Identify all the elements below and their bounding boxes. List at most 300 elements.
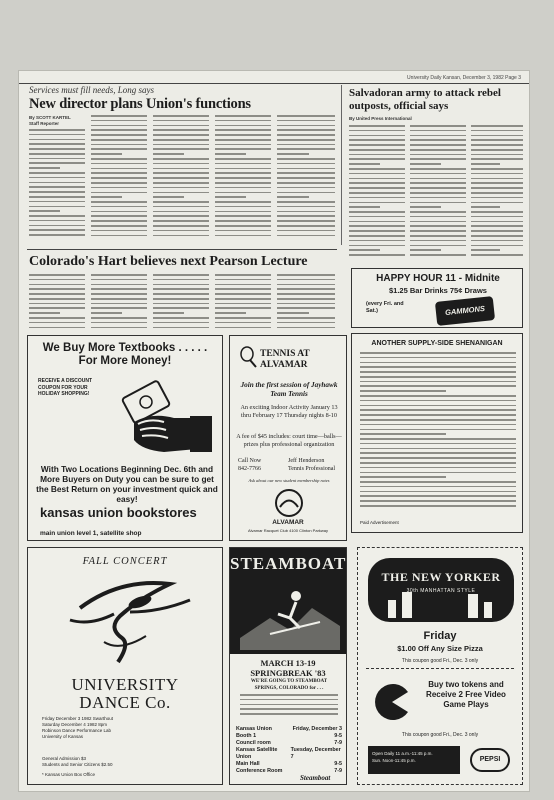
text-line	[277, 235, 335, 237]
meeting-time: 7-9	[334, 740, 342, 746]
text-line	[91, 235, 147, 237]
text-line	[29, 196, 85, 198]
text-line	[215, 163, 271, 165]
text-line	[215, 284, 271, 286]
text-line	[360, 362, 516, 364]
text-line	[471, 240, 523, 242]
text-line	[360, 419, 516, 421]
text-line	[471, 178, 523, 180]
text-line	[277, 284, 335, 286]
text-line	[215, 201, 271, 203]
meeting-place: Kansas Satellite Union	[236, 747, 278, 760]
text-line	[215, 307, 271, 309]
text-line	[215, 115, 271, 117]
meeting-time: Tuesday, December 7	[290, 747, 341, 760]
happy-hour-line1: HAPPY HOUR 11 - Midnite	[376, 273, 500, 284]
union-bookstores-ad	[27, 335, 223, 541]
text-line	[410, 154, 466, 156]
concert-brand: UNIVERSITY DANCE Co.	[71, 675, 179, 712]
text-line	[29, 139, 85, 141]
text-line	[153, 187, 209, 189]
text-line	[277, 196, 309, 198]
story1-byline: By SCOTT KARTEL Staff Reporter	[29, 115, 71, 126]
meeting-row	[236, 733, 342, 740]
text-line	[410, 135, 466, 137]
text-line	[91, 274, 147, 276]
text-line	[360, 409, 516, 411]
text-line	[91, 317, 147, 319]
text-line	[349, 254, 405, 256]
text-line	[91, 303, 147, 305]
tennis-ad-pro-name: Jeff Henderson	[288, 458, 325, 464]
text-line	[277, 120, 335, 122]
text-line	[153, 279, 209, 281]
text-line	[410, 249, 441, 251]
text-line	[153, 115, 209, 117]
text-line	[410, 125, 466, 127]
text-line	[410, 235, 466, 237]
text-line	[29, 298, 85, 300]
text-line	[410, 245, 466, 247]
text-line	[360, 371, 516, 373]
new-yorker-coupon2: This coupon good Fri., Dec. 3 only	[401, 732, 479, 738]
text-line	[471, 249, 500, 251]
story1-col-2	[91, 115, 147, 244]
text-line	[277, 288, 335, 290]
text-line	[215, 182, 271, 184]
text-line	[277, 327, 335, 329]
text-line	[471, 139, 523, 141]
meeting-place: Booth 1	[236, 733, 257, 739]
union-ad-locations: With Two Locations Beginning Dec. 6th and More Buyers on Duty you can be sure to get the Best Return on your investment quick and easy!	[36, 464, 218, 504]
text-line	[29, 288, 85, 290]
text-line	[471, 235, 523, 237]
text-line	[277, 144, 335, 146]
text-line	[471, 158, 523, 160]
skier-illustration	[240, 578, 340, 650]
supply-side-shenanigan-ad	[351, 333, 523, 533]
steamboat-ad	[229, 547, 347, 785]
text-line	[410, 197, 466, 199]
text-line	[153, 144, 209, 146]
text-line	[349, 216, 405, 218]
steamboat-tagline: WE'RE GOING TO STEAMBOAT SPRINGS, COLORADO for . . .	[250, 679, 328, 691]
text-line	[410, 230, 466, 232]
text-line	[349, 178, 405, 180]
text-line	[277, 211, 335, 213]
story2-col-4	[215, 274, 271, 332]
text-line	[215, 225, 271, 227]
text-line	[91, 134, 147, 136]
text-line	[91, 144, 147, 146]
running-head: University Daily Kansan, December 3, 1982 Page 3	[407, 75, 521, 81]
text-line	[91, 215, 147, 217]
text-line	[360, 486, 516, 488]
text-line	[29, 210, 60, 212]
text-line	[215, 279, 271, 281]
text-line	[153, 129, 209, 131]
text-line	[153, 225, 209, 227]
text-line	[29, 177, 85, 179]
text-line	[349, 197, 405, 199]
text-line	[277, 125, 335, 127]
text-line	[29, 215, 85, 217]
text-line	[91, 187, 147, 189]
text-line	[349, 211, 405, 213]
story3-byline: By United Press International	[349, 116, 412, 121]
text-line	[215, 312, 246, 314]
tennis-ad-details: An exciting Indoor Activity January 13 thru February 17 Thursday nights 8-10	[240, 404, 338, 419]
steamboat-title: STEAMBOAT	[230, 554, 347, 573]
text-line	[349, 206, 380, 208]
text-line	[215, 153, 246, 155]
text-line	[360, 476, 446, 478]
meeting-row	[236, 747, 342, 761]
text-line	[277, 322, 335, 324]
text-line	[349, 168, 405, 170]
text-line	[29, 274, 85, 276]
text-line	[153, 312, 184, 314]
text-line	[410, 149, 466, 151]
text-line	[277, 225, 335, 227]
story1-col-1	[29, 129, 85, 244]
text-line	[240, 694, 338, 696]
text-line	[29, 220, 85, 222]
new-yorker-day: Friday	[423, 630, 457, 642]
story3-col-1	[349, 125, 405, 261]
text-line	[29, 307, 85, 309]
union-ad-coupon: RECEIVE A DISCOUNT COUPON FOR YOUR HOLIDAY SHOPPING!	[38, 378, 93, 397]
concert-title: FALL CONCERT	[82, 556, 168, 567]
text-line	[91, 293, 147, 295]
text-line	[29, 279, 85, 281]
text-line	[349, 130, 405, 132]
text-line	[349, 192, 405, 194]
shenanigan-body-text	[360, 352, 516, 512]
text-line	[410, 168, 466, 170]
text-line	[349, 135, 405, 137]
text-line	[29, 293, 85, 295]
text-line	[277, 187, 335, 189]
meeting-row	[236, 740, 342, 747]
text-line	[410, 216, 466, 218]
text-line	[471, 182, 523, 184]
text-line	[91, 230, 147, 232]
text-line	[471, 245, 523, 247]
text-line	[471, 125, 523, 127]
text-line	[471, 173, 523, 175]
text-line	[215, 317, 271, 319]
text-line	[153, 177, 209, 179]
text-line	[410, 225, 466, 227]
text-line	[471, 206, 500, 208]
text-line	[153, 307, 209, 309]
text-line	[277, 153, 309, 155]
tennis-alvamar-ad	[229, 335, 347, 541]
story3-col-2	[410, 125, 466, 261]
meeting-place: Council room	[236, 740, 271, 746]
shenanigan-headline: ANOTHER SUPPLY-SIDE SHENANIGAN	[371, 340, 503, 347]
text-line	[360, 443, 516, 445]
text-line	[410, 206, 441, 208]
text-line	[277, 307, 335, 309]
text-line	[215, 220, 271, 222]
text-line	[471, 135, 523, 137]
text-line	[349, 149, 405, 151]
text-line	[277, 215, 335, 217]
text-line	[153, 120, 209, 122]
top-rule	[19, 83, 529, 84]
text-line	[277, 206, 335, 208]
text-line	[91, 201, 147, 203]
new-yorker-deal: $1.00 Off Any Size Pizza	[397, 644, 483, 653]
alvamar-logo-icon	[272, 488, 306, 518]
text-line	[153, 220, 209, 222]
text-line	[349, 235, 405, 237]
pac-man-icon	[372, 682, 412, 722]
text-line	[277, 158, 335, 160]
text-line	[29, 317, 85, 319]
text-line	[277, 163, 335, 165]
text-line	[153, 163, 209, 165]
text-line	[153, 288, 209, 290]
text-line	[153, 201, 209, 203]
text-line	[153, 327, 209, 329]
text-line	[29, 129, 85, 131]
meeting-place: Main Hall	[236, 761, 260, 767]
text-line	[349, 182, 405, 184]
text-line	[360, 481, 516, 483]
text-line	[360, 381, 516, 383]
happy-hour-line3: (every Fri. and Sat.)	[366, 301, 404, 314]
text-line	[215, 134, 271, 136]
alvamar-logo-caption: Alvamar Racquet Club 4100 Clinton Parkway	[247, 528, 329, 533]
text-line	[91, 284, 147, 286]
text-line	[410, 173, 466, 175]
text-line	[29, 191, 85, 193]
text-line	[471, 202, 523, 204]
meeting-place: Conference Room	[236, 768, 283, 774]
text-line	[29, 167, 60, 169]
text-line	[360, 376, 516, 378]
happy-hour-line2: $1.25 Bar Drinks 75¢ Draws	[389, 286, 487, 295]
text-line	[277, 134, 335, 136]
text-line	[215, 230, 271, 232]
text-line	[153, 206, 209, 208]
text-line	[240, 704, 338, 706]
text-line	[91, 177, 147, 179]
text-line	[91, 182, 147, 184]
text-line	[360, 495, 516, 497]
union-ad-subline: main union level 1, satellite shop	[40, 530, 142, 537]
text-line	[215, 235, 271, 237]
story2-col-2	[91, 274, 147, 332]
steamboat-sponsor: Steamboat	[300, 774, 331, 782]
steamboat-body-text	[240, 694, 338, 722]
text-line	[360, 429, 516, 431]
text-line	[153, 303, 209, 305]
tennis-ad-fee: A fee of $45 includes: court time—balls—prizes plus professional organization	[236, 433, 342, 448]
text-line	[360, 385, 516, 387]
text-line	[153, 168, 209, 170]
text-line	[91, 322, 147, 324]
text-line	[91, 206, 147, 208]
text-line	[349, 125, 405, 127]
text-line	[91, 307, 147, 309]
text-line	[29, 148, 85, 150]
text-line	[277, 192, 335, 194]
dancer-illustration	[60, 572, 200, 672]
story1-kicker: Services must fill needs, Long says	[29, 85, 154, 95]
text-line	[277, 168, 335, 170]
text-line	[410, 211, 466, 213]
text-line	[471, 168, 523, 170]
meeting-row	[236, 761, 342, 768]
story2-col-1	[29, 274, 85, 332]
text-line	[153, 235, 209, 237]
text-line	[277, 172, 335, 174]
tennis-ad-phone: 842-7766	[238, 466, 261, 472]
story1-col-4	[215, 115, 271, 244]
text-line	[29, 327, 85, 329]
story3-headline: Salvadoran army to attack rebel outposts, official says	[349, 87, 501, 112]
text-line	[153, 148, 209, 150]
text-line	[91, 196, 122, 198]
concert-admission: General Admission $3 Students and Senior Citizens $2.50	[42, 756, 113, 767]
text-line	[215, 288, 271, 290]
text-line	[349, 187, 405, 189]
meeting-place: Kansas Union	[236, 726, 272, 732]
text-line	[153, 153, 184, 155]
text-line	[91, 129, 147, 131]
text-line	[153, 322, 209, 324]
pepsi-logo: PEPSI	[470, 748, 510, 772]
text-line	[153, 317, 209, 319]
story2-headline: Colorado's Hart believes next Pearson Lecture	[29, 254, 308, 269]
new-yorker-hours: Open Daily 11 a.m.-11:45 p.m. Sun. Noon-11:45 p.m.	[368, 746, 460, 774]
story-divider	[27, 249, 337, 250]
text-line	[471, 225, 523, 227]
text-line	[277, 312, 309, 314]
text-line	[91, 312, 122, 314]
text-line	[153, 274, 209, 276]
tennis-ad-invite: Join the first session of Jayhawk Team Tennis	[240, 381, 338, 398]
text-line	[215, 327, 271, 329]
text-line	[215, 120, 271, 122]
new-yorker-title: THE NEW YORKER	[381, 570, 501, 584]
text-line	[91, 279, 147, 281]
text-line	[471, 230, 523, 232]
meeting-time: 9-5	[334, 761, 342, 767]
text-line	[29, 186, 85, 188]
story3-col-3	[471, 125, 523, 261]
text-line	[29, 284, 85, 286]
text-line	[215, 206, 271, 208]
text-line	[471, 144, 523, 146]
text-line	[153, 182, 209, 184]
text-line	[360, 390, 446, 392]
text-line	[410, 178, 466, 180]
text-line	[153, 134, 209, 136]
text-line	[91, 120, 147, 122]
text-line	[277, 317, 335, 319]
text-line	[471, 197, 523, 199]
text-line	[153, 211, 209, 213]
text-line	[277, 129, 335, 131]
text-line	[349, 225, 405, 227]
text-line	[277, 115, 335, 117]
text-line	[215, 125, 271, 127]
text-line	[277, 182, 335, 184]
text-line	[29, 158, 85, 160]
text-line	[215, 303, 271, 305]
concert-dates: Friday December 3 1982 Swarthout Saturday December 4 1982 8pm Robinson Dance Performance Lab University of Kansas	[42, 716, 114, 739]
text-line	[277, 177, 335, 179]
text-line	[29, 182, 85, 184]
text-line	[153, 293, 209, 295]
gammons-logo: GAMMONS	[435, 296, 495, 326]
text-line	[215, 139, 271, 141]
text-line	[91, 158, 147, 160]
text-line	[410, 182, 466, 184]
text-line	[277, 293, 335, 295]
text-line	[410, 187, 466, 189]
text-line	[215, 177, 271, 179]
text-line	[360, 424, 516, 426]
text-line	[410, 192, 466, 194]
text-line	[153, 158, 209, 160]
text-line	[349, 154, 405, 156]
text-line	[277, 201, 335, 203]
text-line	[153, 196, 184, 198]
text-line	[91, 211, 147, 213]
text-line	[349, 144, 405, 146]
story1-headline: New director plans Union's functions	[29, 96, 251, 112]
tennis-racket-icon	[238, 346, 258, 368]
text-line	[215, 148, 271, 150]
text-line	[360, 366, 516, 368]
text-line	[153, 172, 209, 174]
union-ad-brand: kansas union bookstores	[40, 505, 197, 520]
text-line	[277, 298, 335, 300]
text-line	[349, 202, 405, 204]
text-line	[410, 130, 466, 132]
newspaper-page	[18, 70, 530, 792]
text-line	[91, 163, 147, 165]
text-line	[240, 699, 338, 701]
text-line	[360, 405, 516, 407]
text-line	[29, 225, 85, 227]
text-line	[29, 229, 85, 231]
meeting-time: 9-5	[334, 733, 342, 739]
tennis-ad-pro-title: Tennis Professional	[288, 466, 336, 472]
text-line	[360, 472, 516, 474]
text-line	[153, 298, 209, 300]
text-line	[153, 230, 209, 232]
alvamar-logo-text: ALVAMAR	[272, 519, 304, 526]
text-line	[360, 462, 516, 464]
text-line	[471, 163, 500, 165]
text-line	[91, 172, 147, 174]
text-line	[29, 143, 85, 145]
text-line	[349, 240, 405, 242]
text-line	[410, 221, 466, 223]
text-line	[215, 172, 271, 174]
text-line	[277, 148, 335, 150]
text-line	[349, 221, 405, 223]
story2-col-5	[277, 274, 335, 332]
story1-col-3	[153, 115, 209, 244]
